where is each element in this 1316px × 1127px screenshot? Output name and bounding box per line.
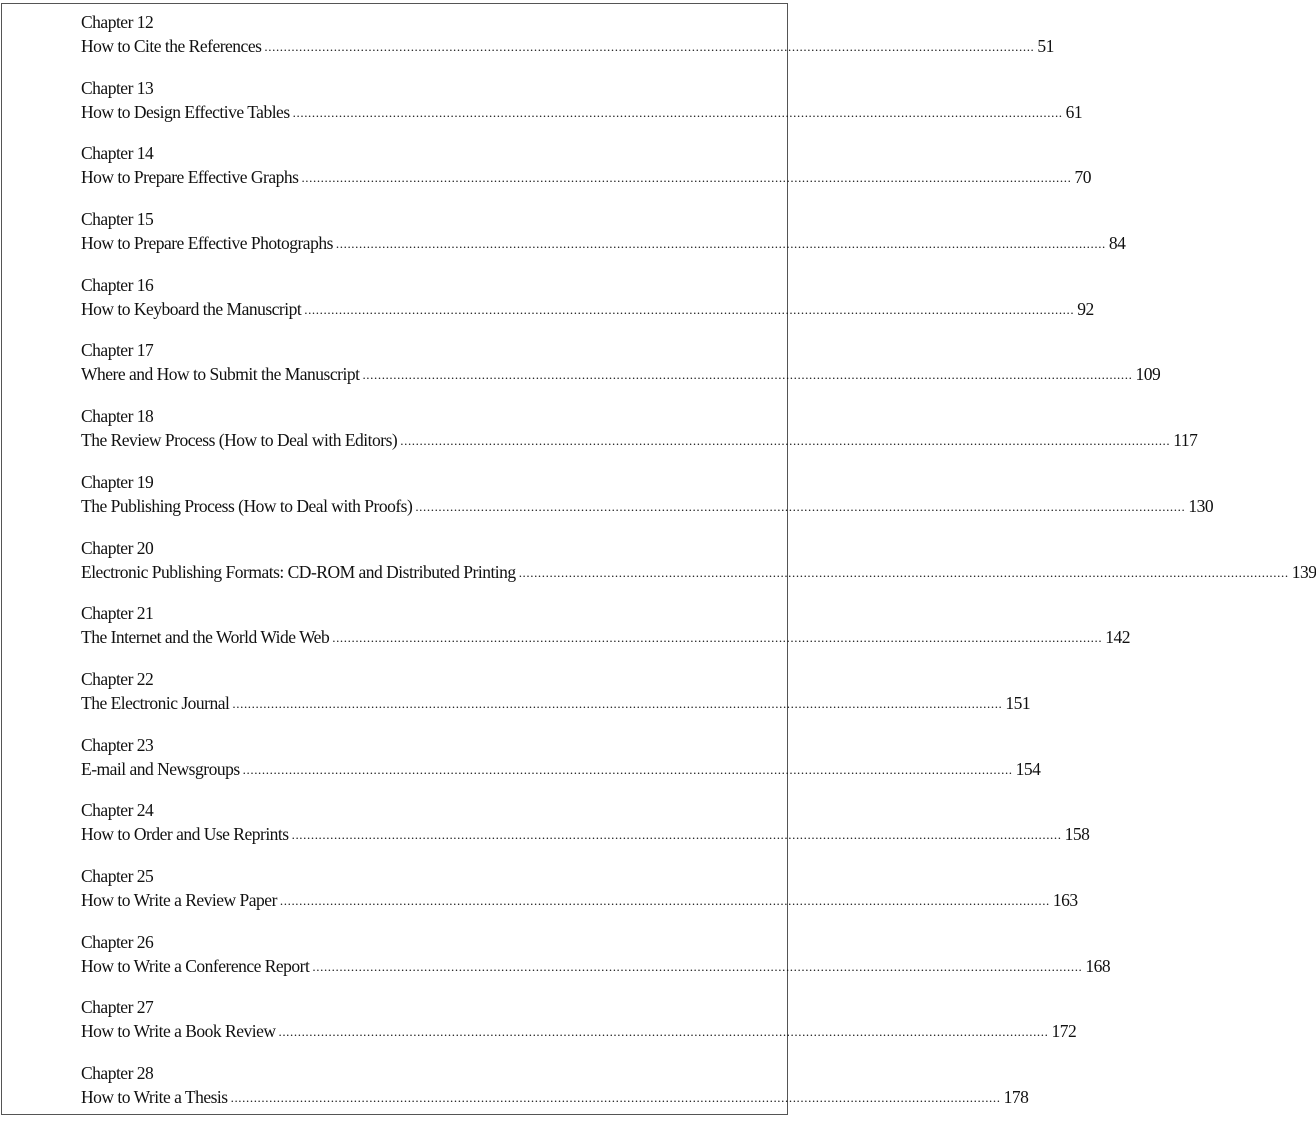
toc-entry xyxy=(81,207,1126,273)
dot-leader: ........................................................................................................................................................................................................ xyxy=(332,630,1103,646)
page-number: 51 xyxy=(1037,36,1054,56)
page-number: 163 xyxy=(1052,889,1078,910)
chapter-label: Chapter 21 xyxy=(81,603,154,624)
chapter-label: Chapter 22 xyxy=(81,668,154,689)
dot-leader: ........................................................................................................................................................................................................ xyxy=(400,433,1171,449)
chapter-label: Chapter 23 xyxy=(81,734,154,755)
toc-title-line[interactable] xyxy=(81,757,1041,782)
dot-leader: ........................................................................................................................................................................................................ xyxy=(292,104,1063,120)
dot-leader: ........................................................................................................................................................................................................ xyxy=(301,170,1072,186)
chapter-title: How to Cite the References xyxy=(81,36,262,56)
chapter-label: Chapter 28 xyxy=(81,1063,154,1083)
dot-leader: ........................................................................................................................................................................................................ xyxy=(518,564,1289,580)
dot-leader: ........................................................................................................................................................................................................ xyxy=(230,1090,1001,1105)
toc-title-line[interactable] xyxy=(81,362,1161,387)
toc-title-line[interactable] xyxy=(81,1019,1077,1044)
page-number: 151 xyxy=(1005,692,1031,713)
chapter-title: How to Write a Conference Report xyxy=(81,955,310,976)
chapter-label: Chapter 19 xyxy=(81,471,154,492)
page-number: 139 xyxy=(1291,561,1316,582)
toc-entry xyxy=(81,273,1094,339)
chapter-label: Chapter 15 xyxy=(81,209,154,230)
chapter-title: The Electronic Journal xyxy=(81,692,230,713)
chapter-label: Chapter 20 xyxy=(81,537,154,558)
chapter-label: Chapter 12 xyxy=(81,12,154,32)
chapter-label: Chapter 14 xyxy=(81,143,154,164)
chapter-title: Where and How to Submit the Manuscript xyxy=(81,364,360,385)
dot-leader: ........................................................................................................................................................................................................ xyxy=(242,761,1013,777)
dot-leader: ........................................................................................................................................................................................................ xyxy=(415,498,1186,514)
chapter-title: How to Prepare Effective Graphs xyxy=(81,167,299,188)
toc-entry xyxy=(81,798,1090,864)
toc-title-line[interactable] xyxy=(81,625,1130,650)
toc-entry xyxy=(81,733,1041,799)
table-of-contents xyxy=(81,10,1316,1127)
toc-title-line[interactable] xyxy=(81,297,1094,322)
toc-entry xyxy=(81,995,1077,1061)
toc-title-line[interactable] xyxy=(81,691,1031,716)
toc-entry xyxy=(81,76,1083,142)
toc-entry xyxy=(81,338,1161,404)
dot-leader: ........................................................................................................................................................................................................ xyxy=(312,958,1083,974)
toc-title-line[interactable] xyxy=(81,34,1054,59)
page-number: 61 xyxy=(1065,101,1083,122)
page-number: 130 xyxy=(1188,495,1214,516)
dot-leader: ........................................................................................................................................................................................................ xyxy=(232,695,1003,711)
page-number: 142 xyxy=(1105,627,1130,648)
chapter-title: How to Design Effective Tables xyxy=(81,101,290,122)
chapter-title: How to Order and Use Reprints xyxy=(81,824,289,845)
chapter-title: E-mail and Newsgroups xyxy=(81,758,240,779)
toc-entry xyxy=(81,404,1198,470)
toc-entry xyxy=(81,667,1031,733)
toc-entry xyxy=(81,10,1054,76)
toc-title-line[interactable] xyxy=(81,888,1078,913)
dot-leader: ........................................................................................................................................................................................................ xyxy=(291,827,1062,843)
page-number: 117 xyxy=(1173,430,1198,451)
chapter-label: Chapter 13 xyxy=(81,77,154,98)
toc-entry xyxy=(81,1061,1029,1127)
chapter-title: The Review Process (How to Deal with Editors) xyxy=(81,430,398,451)
chapter-label: Chapter 17 xyxy=(81,340,154,361)
chapter-title: The Publishing Process (How to Deal with Proofs) xyxy=(81,495,413,516)
toc-entry xyxy=(81,930,1111,996)
dot-leader: ........................................................................................................................................................................................................ xyxy=(304,301,1075,317)
chapter-title: How to Write a Thesis xyxy=(81,1087,228,1107)
page-number: 172 xyxy=(1051,1021,1077,1042)
toc-title-line[interactable] xyxy=(81,822,1090,847)
toc-title-line[interactable] xyxy=(81,428,1198,453)
dot-leader: ........................................................................................................................................................................................................ xyxy=(264,39,1035,54)
page-number: 84 xyxy=(1108,233,1126,254)
chapter-label: Chapter 26 xyxy=(81,931,154,952)
dot-leader: ........................................................................................................................................................................................................ xyxy=(362,367,1133,383)
chapter-label: Chapter 25 xyxy=(81,865,154,886)
chapter-label: Chapter 18 xyxy=(81,406,154,427)
toc-title-line[interactable] xyxy=(81,494,1214,519)
page-number: 154 xyxy=(1015,758,1041,779)
toc-title-line[interactable] xyxy=(81,1085,1029,1110)
chapter-title: The Internet and the World Wide Web xyxy=(81,627,330,648)
toc-entry xyxy=(81,864,1078,930)
dot-leader: ........................................................................................................................................................................................................ xyxy=(278,1024,1049,1040)
chapter-title: Electronic Publishing Formats: CD-ROM and Distributed Printing xyxy=(81,561,516,582)
page-number: 168 xyxy=(1085,955,1111,976)
chapter-title: How to Keyboard the Manuscript xyxy=(81,298,302,319)
page-number: 92 xyxy=(1077,298,1094,319)
toc-entry xyxy=(81,536,1316,602)
page-number: 109 xyxy=(1135,364,1161,385)
toc-entry xyxy=(81,470,1214,536)
toc-entry xyxy=(81,601,1130,667)
chapter-title: How to Write a Review Paper xyxy=(81,889,277,910)
chapter-label: Chapter 24 xyxy=(81,800,154,821)
page-number: 178 xyxy=(1003,1087,1029,1107)
page-number: 158 xyxy=(1064,824,1090,845)
chapter-title: How to Prepare Effective Photographs xyxy=(81,233,333,254)
toc-title-line[interactable] xyxy=(81,100,1083,125)
toc-title-line[interactable] xyxy=(81,954,1111,979)
toc-title-line[interactable] xyxy=(81,560,1316,585)
dot-leader: ........................................................................................................................................................................................................ xyxy=(335,236,1106,252)
toc-title-line[interactable] xyxy=(81,165,1091,190)
toc-entry xyxy=(81,141,1091,207)
dot-leader: ........................................................................................................................................................................................................ xyxy=(279,892,1050,908)
toc-title-line[interactable] xyxy=(81,231,1126,256)
page-number: 70 xyxy=(1074,167,1091,188)
chapter-label: Chapter 16 xyxy=(81,274,154,295)
chapter-label: Chapter 27 xyxy=(81,997,154,1018)
chapter-title: How to Write a Book Review xyxy=(81,1021,276,1042)
